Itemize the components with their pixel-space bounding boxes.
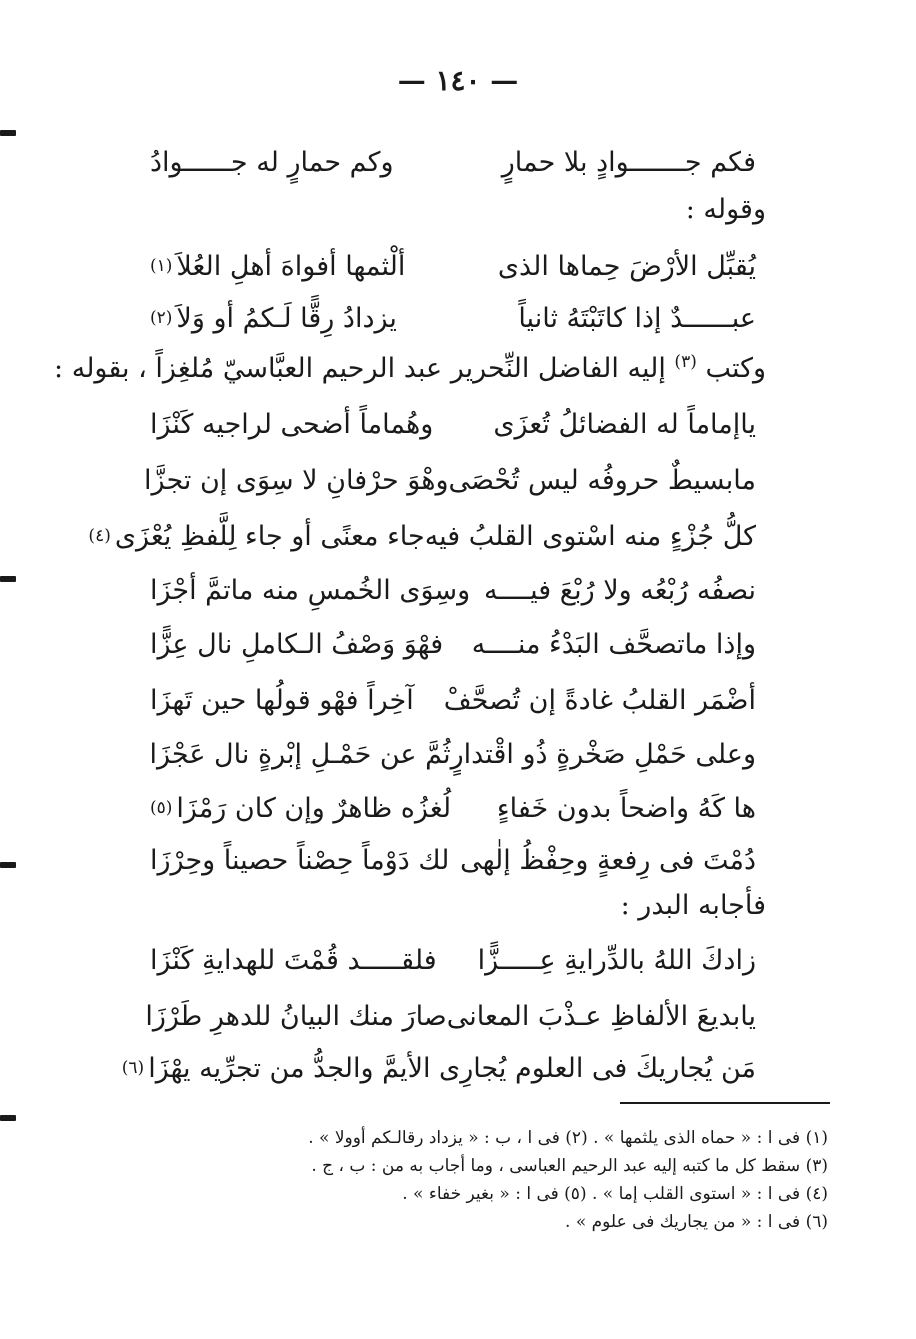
- footnote-line: (٤) فى ا : « استوى القلب إما » . (٥) فى ا : « بغير خفاء » .: [402, 1184, 828, 1204]
- verse-second-hemistich-text: يزدادُ رِقًّا لَـكمُ أو وَلاَ: [176, 302, 397, 334]
- margin-mark: [0, 130, 16, 136]
- verse-second-hemistich: [88, 521, 424, 552]
- verse-first-hemistich: كلُّ جُزْءٍ منه اسْتوى القلبُ فيه: [424, 520, 756, 552]
- verse-line: [150, 838, 756, 882]
- verse-second-hemistich: [150, 147, 394, 178]
- prose-text: فأجابه البدر :: [620, 890, 766, 921]
- verse-second-hemistich-text: يمَّ والجدُّ من تجرِّيه يهْزَا: [148, 1052, 408, 1084]
- verse-second-hemistich-text: فهْوَ وَصْفُ الـكاملِ نال عِزًّا: [150, 628, 444, 660]
- prose-line: [150, 194, 766, 234]
- footnote-marker: (٦): [121, 1058, 145, 1078]
- verse-second-hemistich-text: وكم حمارٍ له جــــــوادُ: [150, 146, 394, 178]
- verse-line: [150, 732, 756, 776]
- margin-mark: [0, 1115, 16, 1121]
- footnote-line: (٣) سقط كل ما كتبه إليه عبد الرحيم العباسى ، وما أجاب به من : ب ، ج .: [311, 1156, 828, 1176]
- verse-second-hemistich-text: لُغزُه ظاهرٌ وإن كان رَمْزَا: [176, 792, 452, 824]
- prose-text: وقوله :: [685, 194, 766, 225]
- margin-mark: [0, 862, 16, 868]
- verse-first-hemistich: ها كَهُ واضحاً بدون خَفاءٍ: [496, 792, 756, 824]
- verse-line: [150, 296, 756, 340]
- verse-line: [150, 244, 756, 288]
- prose-line: [54, 352, 766, 392]
- verse-second-hemistich-text: جاء معنًى أو جاء لِلَّفظِ يُعْزَى: [114, 520, 425, 552]
- verse-second-hemistich: [144, 465, 448, 496]
- verse-second-hemistich: [150, 409, 433, 440]
- margin-mark: [0, 576, 16, 582]
- footnote-line: (١) فى ا : « حماه الذى يلثمها » . (٢) فى ا ، ب : « يزداد رقالـكم أوولا » .: [308, 1128, 828, 1148]
- prose-text-continued: إليه الفاضل النِّحرير عبد الرحيم العبَّاسيّ مُلغِزاً ، بقوله :: [54, 353, 666, 384]
- verse-line: [150, 140, 756, 184]
- verse-first-hemistich: مابسيطٌ حروفُه ليس تُحْصَى: [448, 464, 756, 496]
- verse-first-hemistich: نصفُه رُبْعُه ولا رُبْعَ فيــــه: [484, 574, 756, 606]
- verse-second-hemistich: [150, 629, 443, 660]
- verse-line: [144, 458, 756, 502]
- footnote-marker: (٤): [88, 526, 111, 546]
- verse-first-hemistich: يابديعَ الألفاظِ عـذْبَ المعانى: [446, 1000, 756, 1032]
- verse-second-hemistich-text: وهْوَ حرْفانِ لا سِوَى إن تجزَّا: [144, 464, 449, 496]
- verse-first-hemistich: دُمْتَ فى رِفعةٍ وحِفْظُ إلٰهى: [460, 844, 756, 876]
- verse-second-hemistich: [145, 1001, 446, 1032]
- verse-second-hemistich: [150, 251, 405, 282]
- verse-second-hemistich-text: لك دَوْماً حِصْناً حصيناً وحِرْزَا: [150, 844, 450, 876]
- verse-second-hemistich-text: وهُماماً أضحى لراجيه كَنْزَا: [150, 408, 434, 440]
- verse-first-hemistich: أضْمَر القلبُ غادةً إن تُصحَّفْ: [443, 684, 756, 716]
- footnote-marker: (٥): [150, 798, 173, 818]
- verse-line: [150, 622, 756, 666]
- page-number: — ١٤٠ —: [397, 64, 519, 97]
- verse-line: [145, 994, 756, 1038]
- verse-line: [150, 402, 756, 446]
- verse-second-hemistich-text: فلقـــــد قُمْتَ للهدايةِ كَنْزَا: [150, 944, 437, 976]
- footnote-marker: (٢): [150, 308, 173, 328]
- footnote-marker: (١): [150, 256, 173, 276]
- verse-second-hemistich: [122, 1053, 408, 1084]
- verse-second-hemistich: [150, 845, 449, 876]
- verse-second-hemistich-text: ألْثمها أفواهَ أهلِ العُلاَ: [176, 250, 406, 282]
- footnote-line: (٦) فى ا : « من يجاريك فى علوم » .: [565, 1212, 828, 1232]
- verse-second-hemistich-text: آخِراً فهْو قولُها حين تَهزَا: [150, 684, 414, 716]
- verse-second-hemistich: [150, 685, 414, 716]
- verse-first-hemistich: وإذا ماتصحَّف البَدْءُ منــــه: [471, 628, 756, 660]
- verse-second-hemistich: [150, 303, 397, 334]
- verse-line: [150, 786, 756, 830]
- verse-second-hemistich-text: وسِوَى الخُمسِ منه ماتمَّ أجْزَا: [150, 574, 471, 606]
- verse-first-hemistich: زادكَ اللهُ بالدِّرايةِ عِـــــزًّا: [477, 944, 756, 976]
- verse-first-hemistich: ياإماماً له الفضائلُ تُعزَى: [493, 408, 756, 440]
- prose-text: وكتب: [705, 353, 766, 384]
- verse-line: [88, 514, 756, 558]
- verse-first-hemistich: فكم جـــــــوادٍ بلا حمارٍ: [501, 146, 756, 178]
- verse-first-hemistich: وعلى حَمْلِ صَخْرةٍ ذُو اقْتدارٍ: [450, 738, 756, 770]
- verse-second-hemistich: [150, 575, 470, 606]
- verse-line: [121, 1046, 756, 1090]
- prose-line: [150, 890, 766, 930]
- verse-second-hemistich-text: صارَ منك البيانُ للدهرِ طَرْزَا: [145, 1000, 447, 1032]
- verse-first-hemistich: يُقبِّل الأرْضَ حِماها الذى: [497, 250, 756, 282]
- verse-second-hemistich: [150, 793, 451, 824]
- verse-line: [150, 678, 756, 722]
- verse-line: [150, 568, 756, 612]
- verse-line: [150, 938, 756, 982]
- verse-first-hemistich: مَن يُجاريكَ فى العلوم يُجارِى الأ: [407, 1052, 756, 1084]
- verse-second-hemistich: [150, 739, 451, 770]
- footnote-marker: (٣): [674, 352, 697, 372]
- verse-second-hemistich-text: ثُمَّ عن حَمْـلِ إبْرةٍ نال عَجْزَا: [149, 738, 451, 770]
- footnote-rule: [620, 1102, 830, 1104]
- verse-first-hemistich: عبــــــدٌ إذا كاتَبْتَهُ ثانياً: [518, 302, 756, 334]
- verse-second-hemistich: [150, 945, 437, 976]
